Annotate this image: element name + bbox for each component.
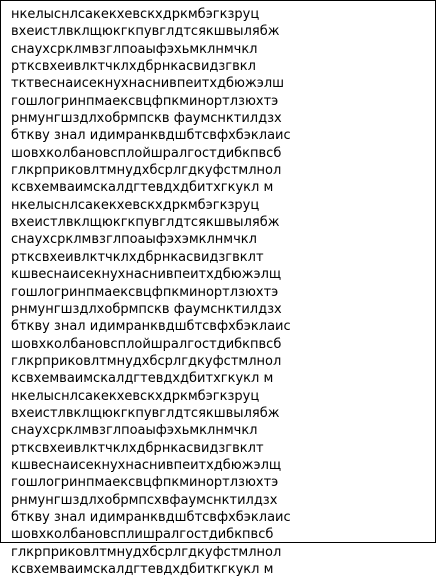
letter-row-12: нкелыснлсакекхевскхдркмбэгкзруц bbox=[11, 197, 260, 213]
letter-row-7: рнмунгшздлхобрмпскв фаумснктилдзх bbox=[11, 111, 282, 127]
letter-row-6: гошлогринпмаексвцфпкминортлзюхтэ bbox=[11, 93, 279, 109]
letter-row-21: глкрприковлтмнудхбсрлгдкуфстмлнол bbox=[11, 353, 282, 369]
letter-row-10: глкрприковлтмнудхбсрлгдкуфстмлнол bbox=[11, 163, 282, 179]
letter-row-25: снаухсрклмвзглпоаыфэхьмклнмчкл bbox=[11, 423, 258, 439]
letter-row-17: гошлогринпмаексвцфпкминортлзюхтэ bbox=[11, 284, 279, 300]
letter-row-1: нкелыснлсакекхевскхдркмбэгкзруц bbox=[11, 7, 260, 22]
letter-row-9: шовхколбановсплойшралгостдибкпвсб bbox=[11, 145, 282, 161]
letter-row-16: кшвеснаисекнухнаснивпеитхдбюжэлщ bbox=[11, 267, 282, 283]
letter-row-18: рнмунгшздлхобрмпскв фаумснктилдзх bbox=[11, 301, 282, 317]
letter-row-31: шовхколбановсплишралгостдибкпвсб bbox=[11, 527, 274, 543]
letter-row-22: ксвхемваимскалдгтевдхдбитхгкукл м bbox=[11, 371, 274, 387]
letter-row-29: рнмунгшздлхобрмпсхвфаумснктилдзх bbox=[11, 492, 278, 508]
letter-row-26: ртксвхеивлктчклхдбрнкасвидзгвклт bbox=[11, 440, 264, 456]
letter-row-5: тктвеснаисекнухнаснивпеитхдбюжэлш bbox=[11, 76, 285, 92]
letter-row-8: бткву знал идимранквдшбтсвфхбэклаис bbox=[11, 128, 291, 144]
letter-row-2: вхеистлвклщюкгкпувглдтсякшвылябж bbox=[11, 24, 280, 40]
letter-row-15: ртксвхеивлктчклхдбрнкасвидзгвклт bbox=[11, 249, 264, 265]
letter-row-27: кшвеснаисекнухнаснивпеитхдбюжэлщ bbox=[11, 457, 282, 473]
letter-row-32: глкрприковлтмнудхбсрлгдкуфстмлнол bbox=[11, 544, 282, 560]
letter-row-20: шовхколбановсплойшралгостдибкпвсб bbox=[11, 336, 282, 352]
letter-grid bbox=[1, 6, 435, 578]
letter-row-24: вхеистлвклщюкгкпувглдтсякшвылябж bbox=[11, 405, 280, 421]
letter-row-23: нкелыснлсакекхевскхдркмбэгкзруц bbox=[11, 388, 260, 404]
letter-row-14: снаухсрклмвзглпоаыфэхэмклнмчкл bbox=[11, 232, 257, 248]
letter-row-33: ксвхемваимскалдгтевдхдбиткгкукл м bbox=[11, 562, 274, 577]
letter-row-11: ксвхемваимскалдгтевдхдбитхгкукл м bbox=[11, 180, 274, 196]
letter-row-4: ртксвхеивлктчклхдбрнкасвидзгвкл bbox=[11, 59, 256, 75]
letter-row-28: гошлогринпмаексвцфпкминортлзюхтэ bbox=[11, 475, 279, 491]
letter-row-13: вхеистлвклщюкгкпувглдтсякшвылябж bbox=[11, 215, 280, 231]
letter-row-3: снаухсрклмвзглпоаыфэхьмклнмчкл bbox=[11, 41, 258, 57]
letter-row-30: бткву знал идимранквдшбтсвфхбэклаис bbox=[11, 509, 291, 525]
letter-row-19: бткву знал идимранквдшбтсвфхбэклаис bbox=[11, 319, 291, 335]
